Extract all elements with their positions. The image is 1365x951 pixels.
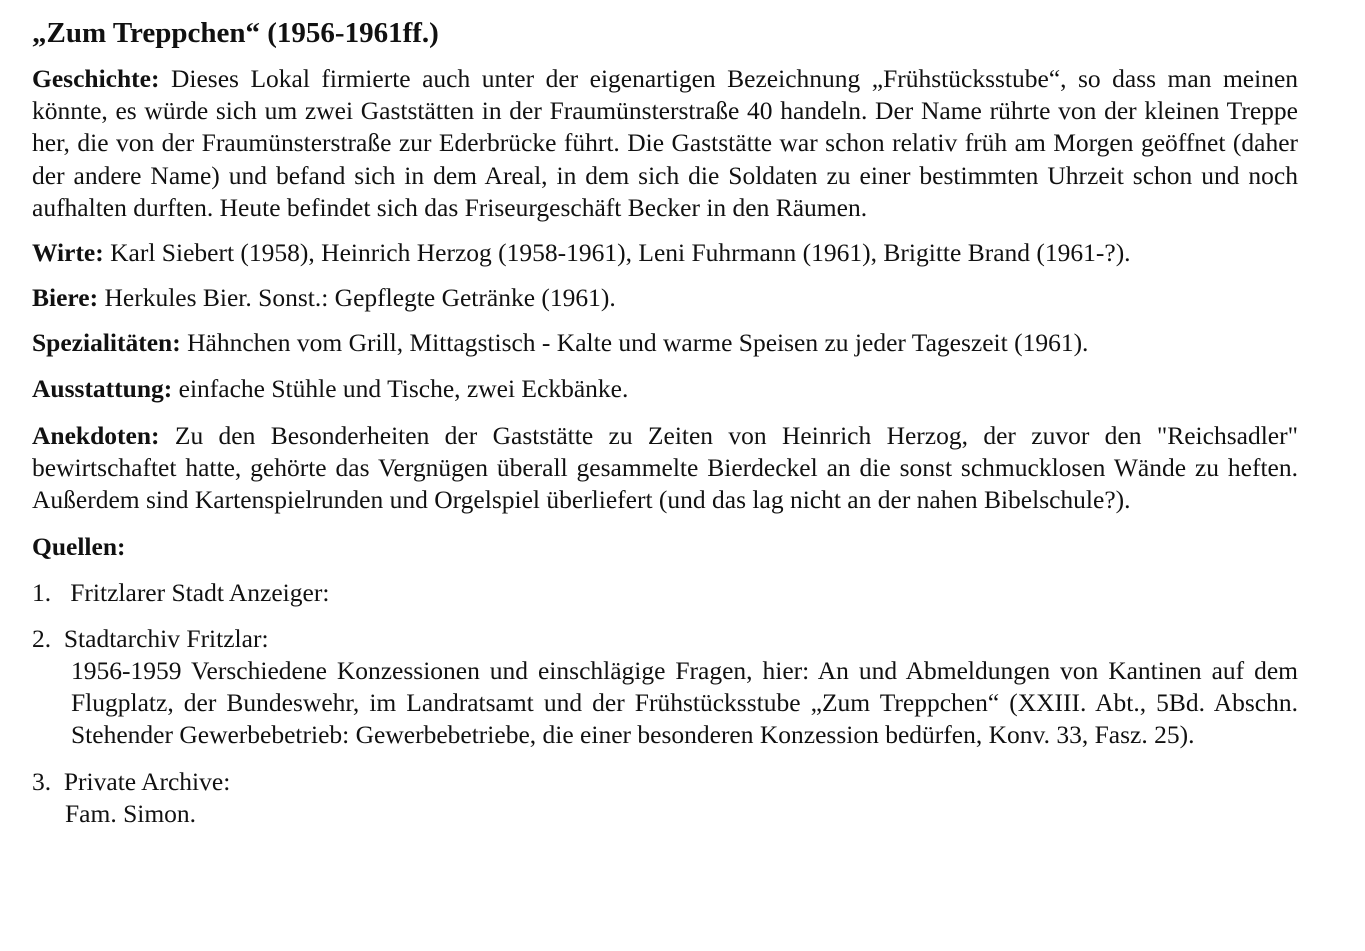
section-label: Anekdoten: (32, 420, 160, 450)
section-label: Wirte: (32, 238, 104, 268)
source-number: 1. (32, 577, 52, 607)
section-text: Herkules Bier. Sonst.: Gepflegte Getränke (1961). (104, 283, 616, 313)
source-title: Fritzlarer Stadt Anzeiger: (70, 577, 330, 607)
source-detail: Fam. Simon. (65, 798, 197, 828)
source-item-3 (32, 766, 1298, 830)
source-title: Private Archive: (63, 766, 231, 796)
section-wirte (32, 237, 1298, 269)
section-geschichte (32, 63, 1298, 224)
source-header (32, 623, 1298, 655)
section-text: einfache Stühle und Tische, zwei Eckbänke. (178, 373, 629, 403)
page-title: „Zum Treppchen“ (1956-1961ff.) (32, 17, 439, 49)
section-label: Biere: (32, 283, 99, 313)
section-label: Geschichte: (32, 64, 160, 93)
section-ausstattung (32, 373, 1298, 405)
section-text: Zu den Besonderheiten der Gaststätte zu Zeiten von Heinrich Herzog, der zuvor den "Reichsadler" bewirtschaftet hatte, gehörte das Vergnügen überall gesammelte Bierdeckel an die sonst schmucklosen Wände zu heften. Außerdem sind Kartenspielrunden und Orgelspiel überliefert (und das lag nicht an der nahen Bibelschule?). (32, 420, 1299, 515)
section-spezialitaeten (32, 327, 1298, 359)
source-item-1 (32, 577, 1298, 609)
section-text: Hähnchen vom Grill, Mittagstisch - Kalte und warme Speisen zu jeder Tageszeit (1961). (187, 328, 1089, 358)
section-text: Dieses Lokal firmierte auch unter der eigenartigen Bezeichnung „Frühstücksstube“, so dass man meinen könnte, es würde sich um zwei Gaststätten in der Fraumünsterstraße 40 handeln. Der Name rührte von der kleinen Treppe her, die von der Fraumünsterstraße zur Ederbrücke führt. Die Gaststätte war schon relativ früh am Morgen geöffnet (daher der andere Name) und befand sich in dem Areal, in dem sich die Soldaten zu einer bestimmten Uhrzeit schon und noch aufhalten durften. Heute befindet sich das Friseurgeschäft Becker in den Räumen. (32, 64, 1299, 222)
source-title: Stadtarchiv Fritzlar: (63, 623, 269, 653)
sources-heading: Quellen: (32, 532, 126, 562)
source-item-2 (32, 623, 1298, 752)
section-biere (32, 282, 1298, 314)
source-number: 2. (32, 623, 52, 653)
section-label: Ausstattung: (32, 373, 173, 403)
section-label: Spezialitäten: (32, 328, 181, 358)
source-number: 3. (32, 766, 52, 796)
section-anekdoten (32, 420, 1298, 517)
source-detail: 1956-1959 Verschiedene Konzessionen und einschlägige Fragen, hier: An und Abmeldungen von Kantinen auf dem Flugplatz, der Bundeswehr, im Landratsamt und der Frühstücksstube „Zum Treppchen“ (XXIII. Abt., 5Bd. Abschn. Stehender Gewerbebetrieb: Gewerbebetriebe, die einer besonderen Konzession bedürfen, Konv. 33, Fasz. 25). (71, 656, 1298, 750)
source-header (32, 766, 1298, 798)
section-text: Karl Siebert (1958), Heinrich Herzog (1958-1961), Leni Fuhrmann (1961), Brigitte Brand (1961-?). (110, 238, 1131, 268)
